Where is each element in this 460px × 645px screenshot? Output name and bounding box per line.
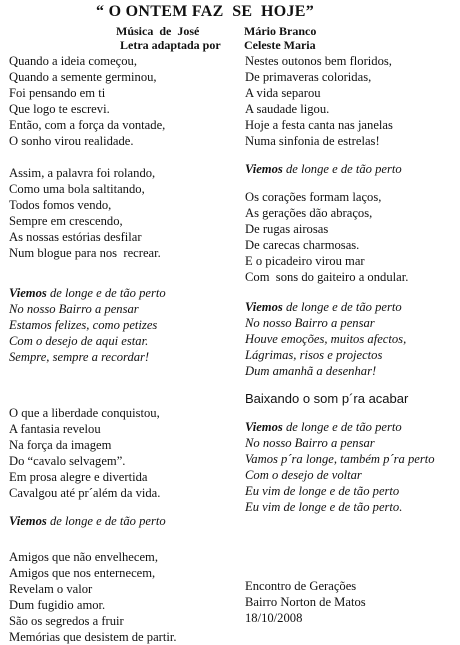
left-stanza-4: [9, 549, 234, 645]
chorus-line: Com o desejo de voltar: [245, 468, 362, 482]
verse-line: Como uma bola saltitando,: [9, 182, 145, 196]
footer-line: Encontro de Gerações: [245, 579, 357, 593]
right-chorus-1: [245, 161, 457, 177]
verse-line: A saudade ligou.: [245, 102, 330, 116]
chorus-line: Com o desejo de aqui estar.: [9, 334, 149, 348]
verse-line: Hoje a festa canta nas janelas: [245, 118, 393, 132]
verse-line: Os corações formam laços,: [245, 190, 382, 204]
right-fade-line-block: [245, 391, 457, 407]
chorus-line: No nosso Bairro a pensar: [9, 302, 139, 316]
chorus-line: Sempre, sempre a recordar!: [9, 350, 150, 364]
verse-line: O que a liberdade conquistou,: [9, 406, 160, 420]
footer-signature: [245, 578, 455, 626]
verse-line: E o picadeiro virou mar: [245, 254, 365, 268]
music-credit-name: Mário Branco: [244, 24, 317, 38]
verse-line: Com sons do gaiteiro a ondular.: [245, 270, 409, 284]
chorus-line: Houve emoções, muitos afectos,: [245, 332, 407, 346]
chorus-keyword: Viemos: [245, 300, 283, 314]
verse-line: Numa sinfonia de estrelas!: [245, 134, 380, 148]
lyrics-credit-name: Celeste Maria: [244, 38, 316, 52]
verse-line: São os segredos a fruir: [9, 614, 124, 628]
chorus-keyword: Viemos: [9, 286, 47, 300]
chorus-line: Vamos p´ra longe, também p´ra perto: [245, 452, 435, 466]
verse-line: Amigos que nos enternecem,: [9, 566, 156, 580]
verse-line: Que logo te escrevi.: [9, 102, 110, 116]
verse-line: Então, com a força da vontade,: [9, 118, 166, 132]
fade-out-line: Baixando o som p´ra acabar: [245, 391, 409, 406]
verse-line: Revelam o valor: [9, 582, 93, 596]
verse-line: Num blogue para nos recrear.: [9, 246, 161, 260]
right-chorus-2: [245, 299, 457, 379]
chorus-first-line: Viemos de longe e de tão perto: [9, 286, 166, 300]
verse-line: De rugas airosas: [245, 222, 329, 236]
right-column: [245, 53, 457, 515]
verse-line: Foi pensando em ti: [9, 86, 106, 100]
verse-line: Amigos que não envelhecem,: [9, 550, 158, 564]
left-stanza-3: [9, 405, 234, 501]
chorus-line: No nosso Bairro a pensar: [245, 316, 375, 330]
verse-line: De carecas charmosas.: [245, 238, 360, 252]
chorus-first-line: Viemos de longe e de tão perto: [245, 420, 402, 434]
left-stanza-2: [9, 165, 234, 261]
verse-line: Assim, a palavra foi rolando,: [9, 166, 156, 180]
verse-line: Do “cavalo selvagem”.: [9, 454, 126, 468]
footer-date: 18/10/2008: [245, 611, 303, 625]
song-title: “ O ONTEM FAZ SE HOJE”: [96, 3, 315, 20]
right-stanza-2: [245, 189, 457, 285]
music-credit-label: Música de José: [116, 24, 200, 38]
chorus-keyword: Viemos: [245, 162, 283, 176]
verse-line: Quando a ideia começou,: [9, 54, 137, 68]
verse-line: O sonho virou realidade.: [9, 134, 134, 148]
chorus-first-line: Viemos de longe e de tão perto: [245, 300, 402, 314]
left-stanza-1: [9, 53, 234, 149]
chorus-first-line: Viemos de longe e de tão perto: [9, 514, 166, 528]
verse-line: Na força da imagem: [9, 438, 112, 452]
verse-line: Dum fugidio amor.: [9, 598, 106, 612]
verse-line: Quando a semente germinou,: [9, 70, 157, 84]
chorus-line: Dum amanhã a desenhar!: [245, 364, 377, 378]
verse-line: Nestes outonos bem floridos,: [245, 54, 392, 68]
verse-line: Cavalgou até pr´além da vida.: [9, 486, 161, 500]
footer-line: Bairro Norton de Matos: [245, 595, 366, 609]
left-chorus-2: [9, 513, 234, 529]
verse-line: Todos fomos vendo,: [9, 198, 112, 212]
right-stanza-1: [245, 53, 457, 149]
chorus-keyword: Viemos: [245, 420, 283, 434]
verse-line: Sempre em crescendo,: [9, 214, 123, 228]
left-column: [9, 53, 234, 645]
verse-line: As nossas estórias desfilar: [9, 230, 142, 244]
verse-line: As gerações dão abraços,: [245, 206, 373, 220]
verse-line: A fantasia revelou: [9, 422, 101, 436]
chorus-line: Lágrimas, risos e projectos: [245, 348, 383, 362]
chorus-line: Eu vim de longe e de tão perto: [245, 484, 400, 498]
verse-line: Em prosa alegre e divertida: [9, 470, 148, 484]
chorus-keyword: Viemos: [9, 514, 47, 528]
chorus-line: No nosso Bairro a pensar: [245, 436, 375, 450]
left-chorus-1: [9, 285, 234, 365]
chorus-first-line: Viemos de longe e de tão perto: [245, 162, 402, 176]
verse-line: Memórias que desistem de partir.: [9, 630, 177, 644]
verse-line: A vida separou: [245, 86, 321, 100]
verse-line: De primaveras coloridas,: [245, 70, 372, 84]
lyrics-credit-label: Letra adaptada por: [120, 38, 221, 52]
right-chorus-3: [245, 419, 457, 515]
chorus-line: Estamos felizes, como petizes: [9, 318, 158, 332]
chorus-line: Eu vim de longe e de tão perto.: [245, 500, 403, 514]
